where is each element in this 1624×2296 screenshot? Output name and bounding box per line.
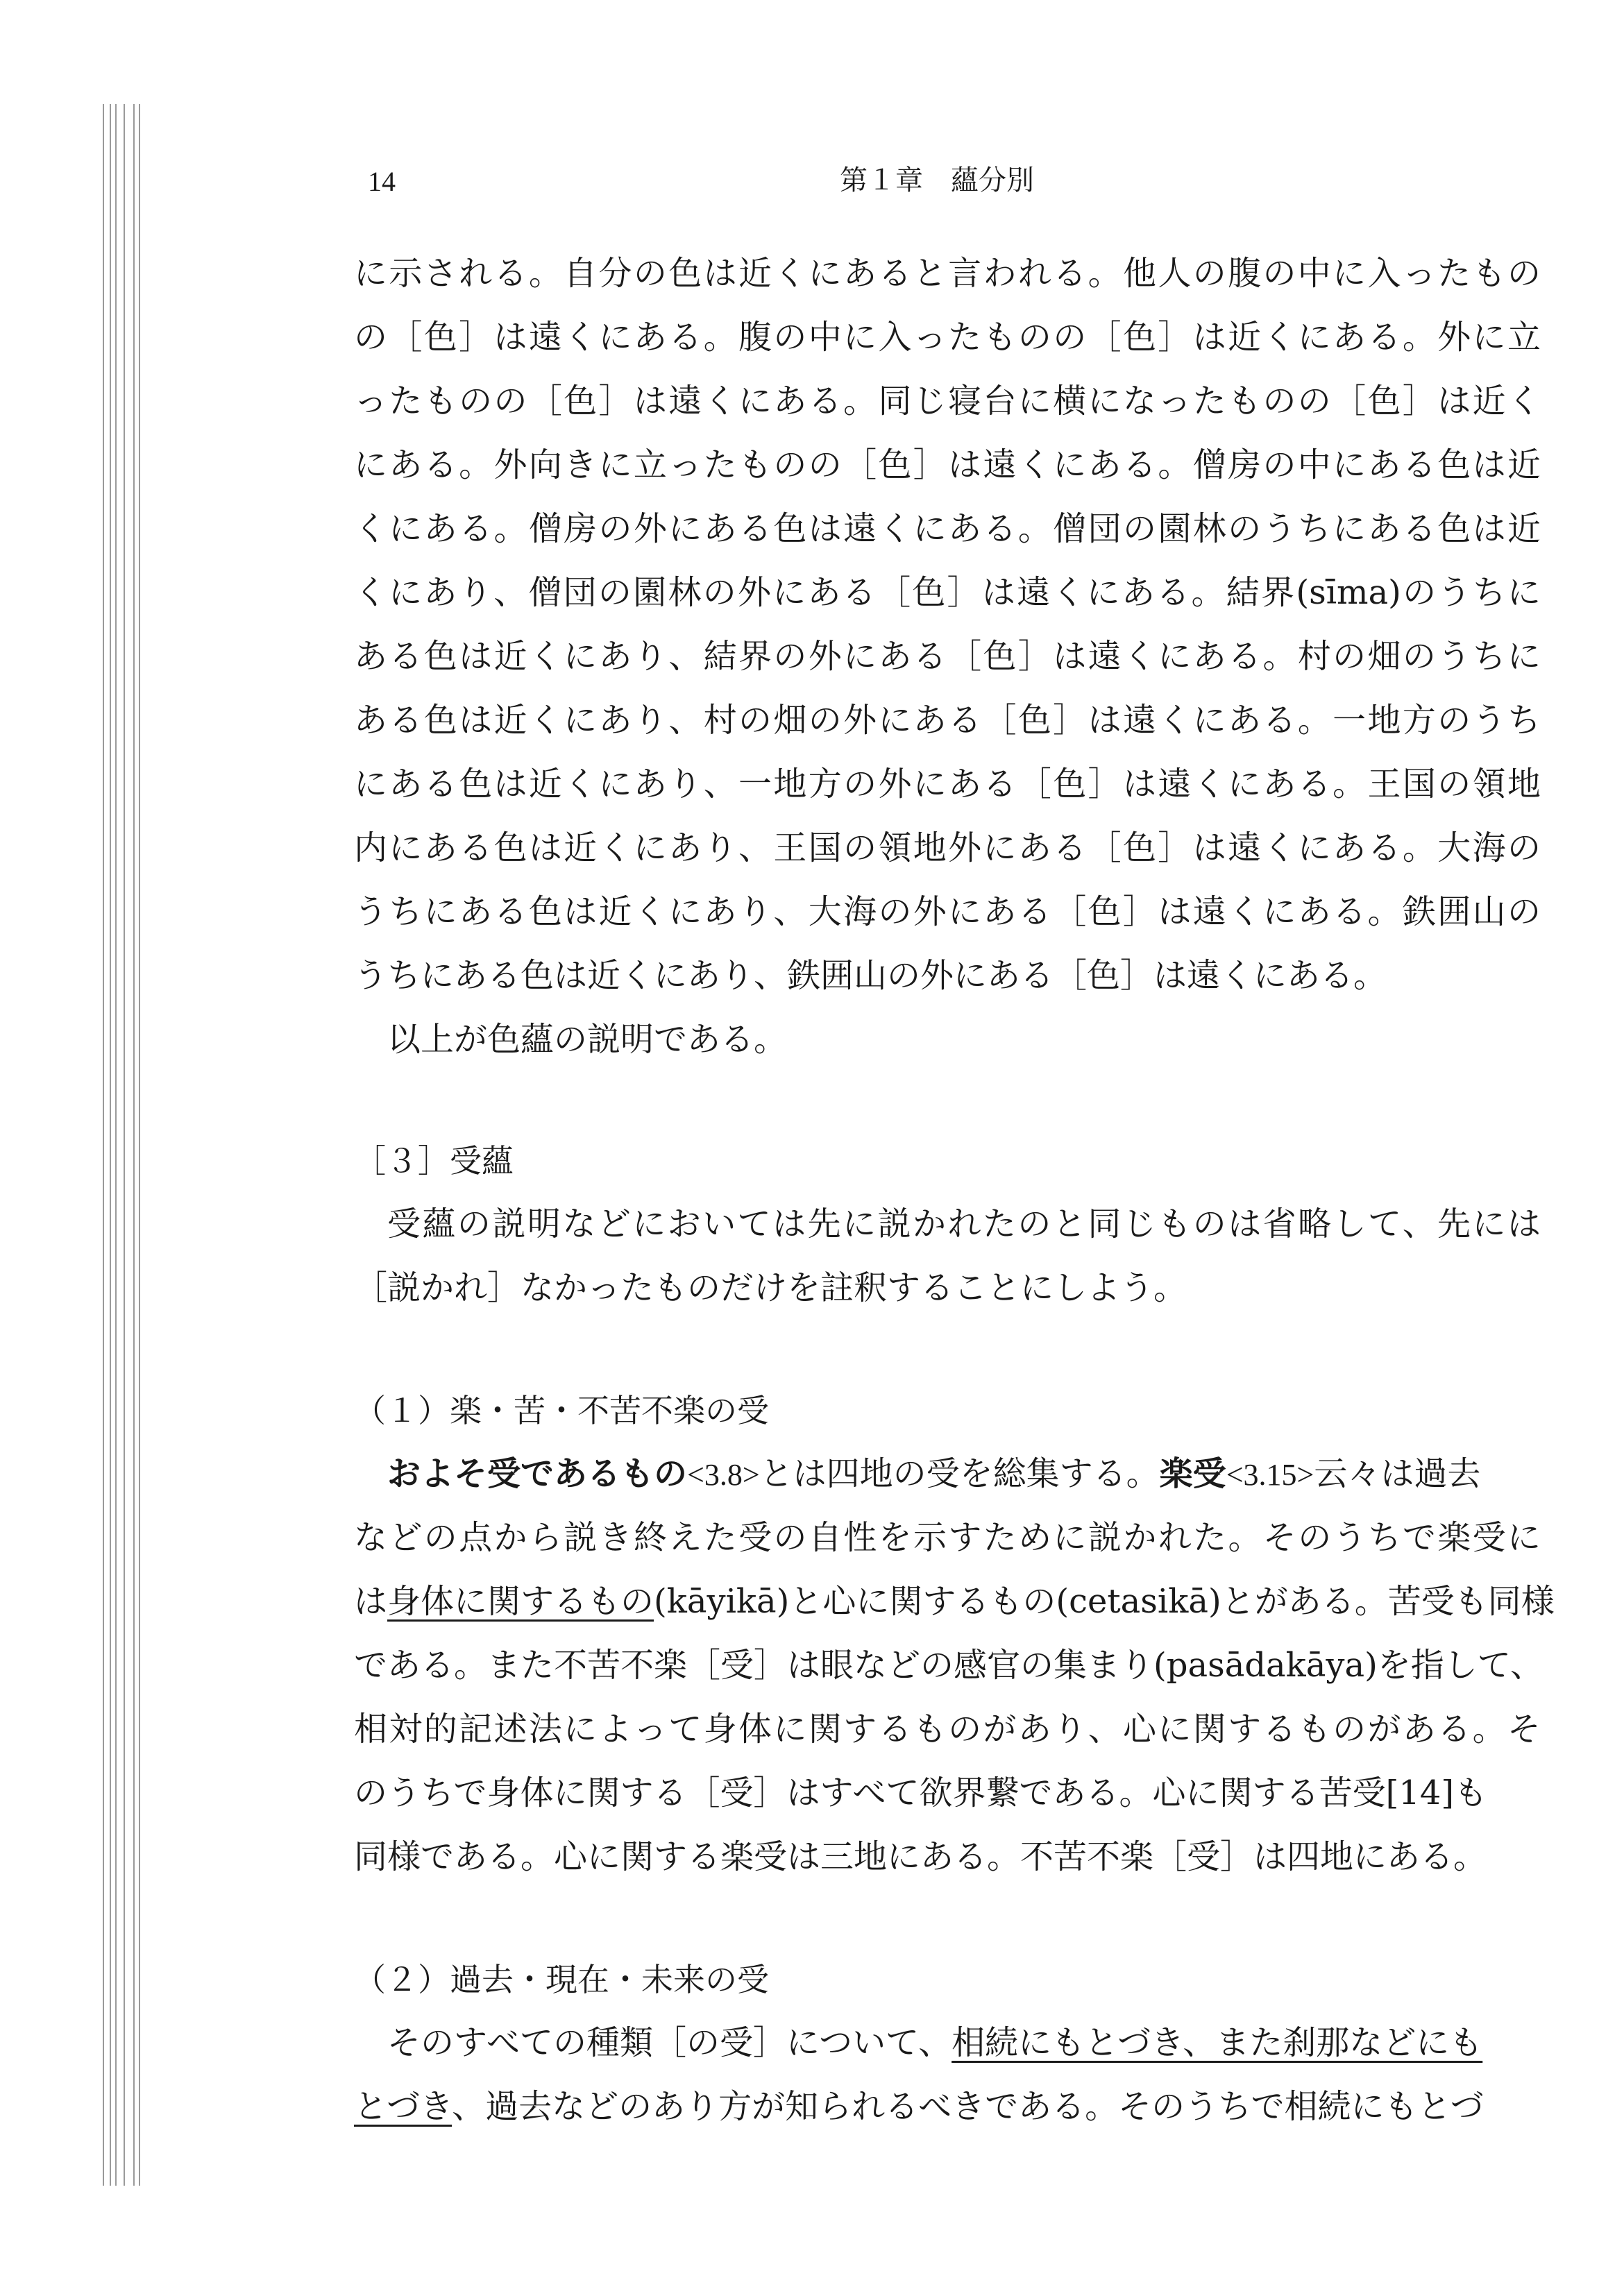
- closing-line: 以上が色蘊の説明である。: [387, 1020, 788, 1059]
- body-line: である。また不苦不楽［受］は眼などの感官の集まり(pasādakāya)を指して、: [354, 1646, 1543, 1685]
- reference: <3.15>: [1226, 1458, 1314, 1492]
- body-line: の［色］は遠くにある。腹の中に入ったものの［色］は近くにある。外に立: [354, 318, 1541, 357]
- term-bold: およそ受であるもの: [387, 1454, 688, 1493]
- underlined-term: 身体に関するもの: [387, 1582, 654, 1621]
- running-head: 第１章 蘊分別: [840, 164, 1034, 196]
- text-run: は: [354, 1582, 388, 1621]
- body-line: くにあり、僧団の園林の外にある［色］は遠くにある。結界(sīma)のうちに: [354, 573, 1541, 612]
- body-line: 相対的記述法によって身体に関するものがあり、心に関するものがある。そ: [354, 1710, 1541, 1749]
- body-line: うちにある色は近くにあり、鉄囲山の外にある［色］は遠くにある。: [354, 956, 1387, 995]
- page-number: 14: [368, 166, 396, 197]
- body-line: うちにある色は近くにあり、大海の外にある［色］は遠くにある。鉄囲山の: [354, 892, 1541, 931]
- body-line: [387, 2023, 1541, 2062]
- body-line: ある色は近くにあり、結界の外にある［色］は遠くにある。村の畑のうちに: [354, 637, 1541, 676]
- body-line: にある。外向きに立ったものの［色］は遠くにある。僧房の中にある色は近: [354, 445, 1541, 484]
- section-heading: （１）楽・苦・不苦不楽の受: [354, 1392, 769, 1429]
- text-run: 云々は過去: [1314, 1454, 1481, 1493]
- text-run: 、過去などのあり方が知られるべきである。そのうちで相続にもとづ: [452, 2087, 1484, 2126]
- text-run: とは四地の受を総集する。: [759, 1454, 1160, 1493]
- body-line: ったものの［色］は遠くにある。同じ寝台に横になったものの［色］は近く: [354, 382, 1541, 420]
- text-run: (kāyikā)と心に関するもの(cetasikā)とがある。苦受も同様: [654, 1582, 1555, 1621]
- body-line: [354, 1582, 1555, 1621]
- underlined-term: とづき: [354, 2087, 452, 2126]
- reference: <3.8>: [687, 1458, 760, 1492]
- body-line: などの点から説き終えた受の自性を示すために説かれた。そのうちで楽受に: [354, 1518, 1541, 1557]
- body-line: 内にある色は近くにあり、王国の領地外にある［色］は遠くにある。大海の: [354, 828, 1541, 867]
- body-line: のうちで身体に関する［受］はすべて欲界繋である。心に関する苦受[14]も: [354, 1774, 1488, 1812]
- binding-shadow: [103, 104, 151, 2186]
- body-line: [387, 1454, 1541, 1493]
- body-line: ［説かれ］なかったものだけを註釈することにしよう。: [354, 1268, 1187, 1307]
- body-line: ある色は近くにあり、村の畑の外にある［色］は遠くにある。一地方のうち: [354, 701, 1541, 740]
- term-bold: 楽受: [1159, 1454, 1226, 1493]
- body-line: に示される。自分の色は近くにあると言われる。他人の腹の中に入ったもの: [354, 254, 1541, 293]
- body-line: にある色は近くにあり、一地方の外にある［色］は遠くにある。王国の領地: [354, 765, 1541, 803]
- body-line: [354, 2087, 1541, 2126]
- section-heading: ［３］受蘊: [354, 1142, 514, 1180]
- text-run: そのすべての種類［の受］について、: [387, 2023, 952, 2062]
- body-line: くにある。僧房の外にある色は遠くにある。僧団の園林のうちにある色は近: [354, 509, 1541, 548]
- section-heading: （２）過去・現在・未来の受: [354, 1961, 769, 1998]
- body-line: 同様である。心に関する楽受は三地にある。不苦不楽［受］は四地にある。: [354, 1837, 1487, 1876]
- body-line: 受蘊の説明などにおいては先に説かれたのと同じものは省略して、先には: [387, 1205, 1541, 1243]
- underlined-term: 相続にもとづき、また刹那などにも: [951, 2023, 1483, 2062]
